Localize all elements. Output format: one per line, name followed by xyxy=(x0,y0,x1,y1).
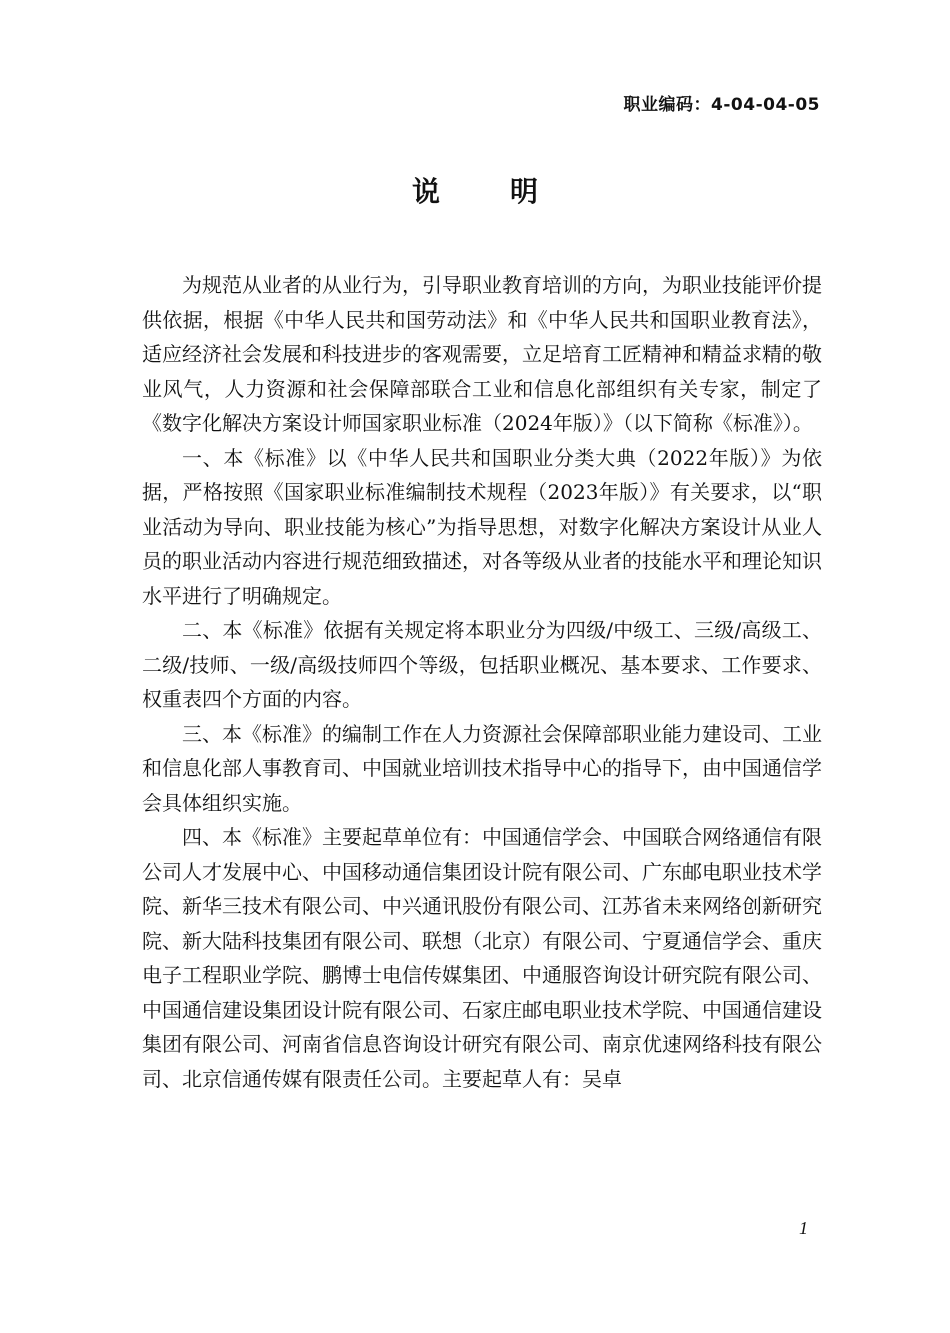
paragraph-one: 一、本《标准》以《中华人民共和国职业分类大典（2022年版）》为依据，严格按照《国家职业标准编制技术规程（2023年版）》有关要求，以“职业活动为导向、职业技能为核心”为指导思想，对数字化解决方案设计从业人员的职业活动内容进行规范细致描述，对各等级从业者的技能水平和理论知识水平进行了明确规定。 xyxy=(142,445,822,608)
page-number: 1 xyxy=(799,1218,808,1238)
paragraph-four: 四、本《标准》主要起草单位有：中国通信学会、中国联合网络通信有限公司人才发展中心、中国移动通信集团设计院有限公司、广东邮电职业技术学院、新华三技术有限公司、中兴通讯股份有限公司、江苏省未来网络创新研究院、新大陆科技集团有限公司、联想（北京）有限公司、宁夏通信学会、重庆电子工程职业学院、鹏博士电信传媒集团、中通服咨询设计研究院有限公司、中国通信建设集团设计院有限公司、石家庄邮电职业技术学院、中国通信建设集团有限公司、河南省信息咨询设计研究有限公司、南京优速网络科技有限公司、北京信通传媒有限责任公司。主要起草人有：吴卓 xyxy=(142,825,822,1091)
page-title: 说明 xyxy=(411,175,608,208)
paragraph-intro: 为规范从业者的从业行为，引导职业教育培训的方向，为职业技能评价提供依据，根据《中华人民共和国劳动法》和《中华人民共和国职业教育法》，适应经济社会发展和科技进步的客观需要，立足培育工匠精神和精益求精的敬业风气，人力资源和社会保障部联合工业和信息化部组织有关专家，制定了《数字化解决方案设计师国家职业标准（2024年版）》（以下简称《标准》）。 xyxy=(142,273,822,435)
occupation-code: 职业编码：4-04-04-05 xyxy=(623,95,820,115)
paragraph-three: 三、本《标准》的编制工作在人力资源社会保障部职业能力建设司、工业和信息化部人事教育司、中国就业培训技术指导中心的指导下，由中国通信学会具体组织实施。 xyxy=(142,721,822,815)
body-text xyxy=(142,268,822,1096)
paragraph-two: 二、本《标准》依据有关规定将本职业分为四级/中级工、三级/高级工、二级/技师、一级/高级技师四个等级，包括职业概况、基本要求、工作要求、权重表四个方面的内容。 xyxy=(142,618,822,711)
